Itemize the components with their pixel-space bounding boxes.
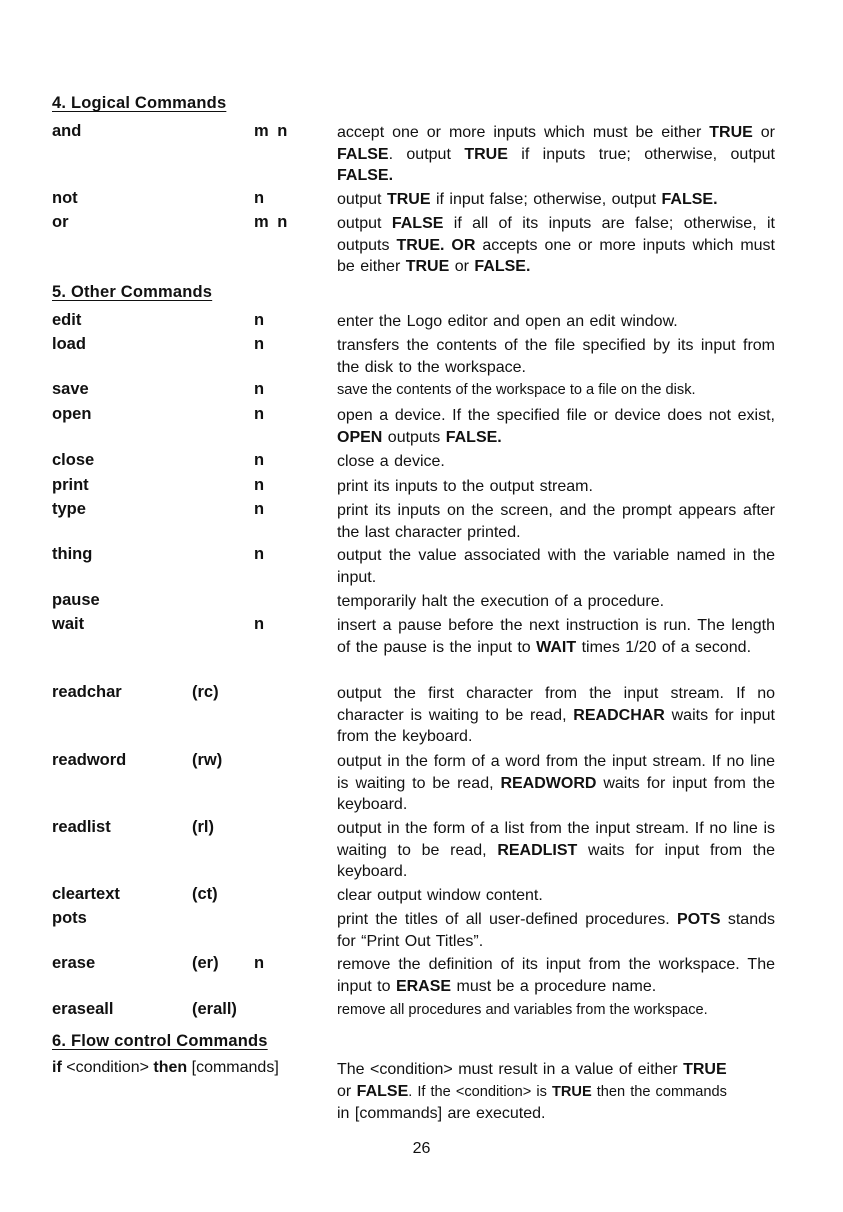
- command-name: load: [52, 335, 86, 353]
- command-args: n: [254, 545, 265, 563]
- command-description: accept one or more inputs which must be either TRUE or FALSE. output TRUE if inputs true; otherwise, output FALSE.: [337, 124, 776, 184]
- command-description: print its inputs on the screen, and the prompt appears after the last character printed.: [337, 502, 775, 541]
- command-description: print its inputs to the output stream.: [337, 478, 593, 495]
- command-args: n: [254, 476, 265, 494]
- command-name: print: [52, 476, 89, 494]
- command-name: not: [52, 189, 78, 207]
- command-abbreviation: (ct): [192, 885, 218, 903]
- command-name: eraseall: [52, 1000, 114, 1018]
- command-name: readlist: [52, 818, 111, 836]
- command-description: output the first character from the input stream. If no character is waiting to be read, READCHAR waits for input from the keyboard.: [337, 685, 775, 745]
- command-args: n: [254, 500, 265, 518]
- command-args: n: [254, 380, 265, 398]
- command-name: or: [52, 213, 69, 231]
- command-description: The <condition> must result in a value of either TRUE or FALSE. If the <condition> is TRUE then the commands in [commands] are executed.: [337, 1061, 727, 1122]
- command-args: n: [254, 451, 265, 469]
- command-description: close a device.: [337, 453, 445, 470]
- command-name: edit: [52, 311, 82, 329]
- command-args: n: [254, 311, 265, 329]
- command-abbreviation: (rl): [192, 818, 214, 836]
- command-description: clear output window content.: [337, 887, 543, 904]
- command-name: cleartext: [52, 885, 120, 903]
- command-description: output FALSE if all of its inputs are false; otherwise, it outputs TRUE. OR accepts one or more inputs which must be either TRUE or FALSE.: [337, 215, 776, 275]
- command-name: pause: [52, 591, 100, 609]
- command-name: erase: [52, 954, 96, 972]
- command-description: print the titles of all user-defined procedures. POTS stands for “Print Out Titles”.: [337, 911, 775, 950]
- command-abbreviation: (rc): [192, 683, 219, 701]
- command-name: open: [52, 405, 92, 423]
- command-description: save the contents of the workspace to a file on the disk.: [337, 382, 696, 398]
- command-name: and: [52, 122, 82, 140]
- command-description: open a device. If the specified file or device does not exist, OPEN outputs FALSE.: [337, 407, 775, 446]
- command-abbreviation: (rw): [192, 751, 223, 769]
- section-title-flow: 6. Flow control Commands: [52, 1032, 268, 1050]
- command-name: thing: [52, 545, 93, 563]
- section-title-other: 5. Other Commands: [52, 283, 213, 301]
- command-args: n: [254, 615, 265, 633]
- command-name: readchar: [52, 683, 122, 701]
- command-description: transfers the contents of the file specified by its input from the disk to the workspace.: [337, 337, 775, 376]
- command-description: remove the definition of its input from the workspace. The input to ERASE must be a procedure name.: [337, 956, 775, 995]
- command-abbreviation: (er): [192, 954, 219, 972]
- command-name: readword: [52, 751, 127, 769]
- command-description: output in the form of a word from the input stream. If no line is waiting to be read, READWORD waits for input from the keyboard.: [337, 753, 775, 813]
- command-name: pots: [52, 909, 87, 927]
- command-abbreviation: (erall): [192, 1000, 237, 1018]
- command-args: n: [254, 335, 265, 353]
- command-args: n: [254, 405, 265, 423]
- command-description: enter the Logo editor and open an edit window.: [337, 313, 678, 330]
- command-name: save: [52, 380, 89, 398]
- command-name: wait: [52, 615, 85, 633]
- if-syntax: if <condition> then [commands]: [52, 1059, 279, 1076]
- command-args: m n: [254, 122, 288, 140]
- command-args: m n: [254, 213, 288, 231]
- command-description: insert a pause before the next instruction is run. The length of the pause is the input to WAIT times 1/20 of a second.: [337, 617, 775, 656]
- section-title-logical: 4. Logical Commands: [52, 94, 227, 112]
- command-description: output TRUE if input false; otherwise, output FALSE.: [337, 191, 718, 208]
- command-description: temporarily halt the execution of a procedure.: [337, 593, 665, 610]
- command-name: close: [52, 451, 95, 469]
- command-args: n: [254, 954, 265, 972]
- page-number: 26: [412, 1140, 431, 1157]
- command-description: output the value associated with the variable named in the input.: [337, 547, 775, 586]
- command-description: output in the form of a list from the input stream. If no line is waiting to be read, READLIST waits for input from the keyboard.: [337, 820, 775, 880]
- if-line-2: or: [337, 1082, 357, 1100]
- command-args: n: [254, 189, 265, 207]
- command-name: type: [52, 500, 86, 518]
- command-description: remove all procedures and variables from the workspace.: [337, 1002, 708, 1018]
